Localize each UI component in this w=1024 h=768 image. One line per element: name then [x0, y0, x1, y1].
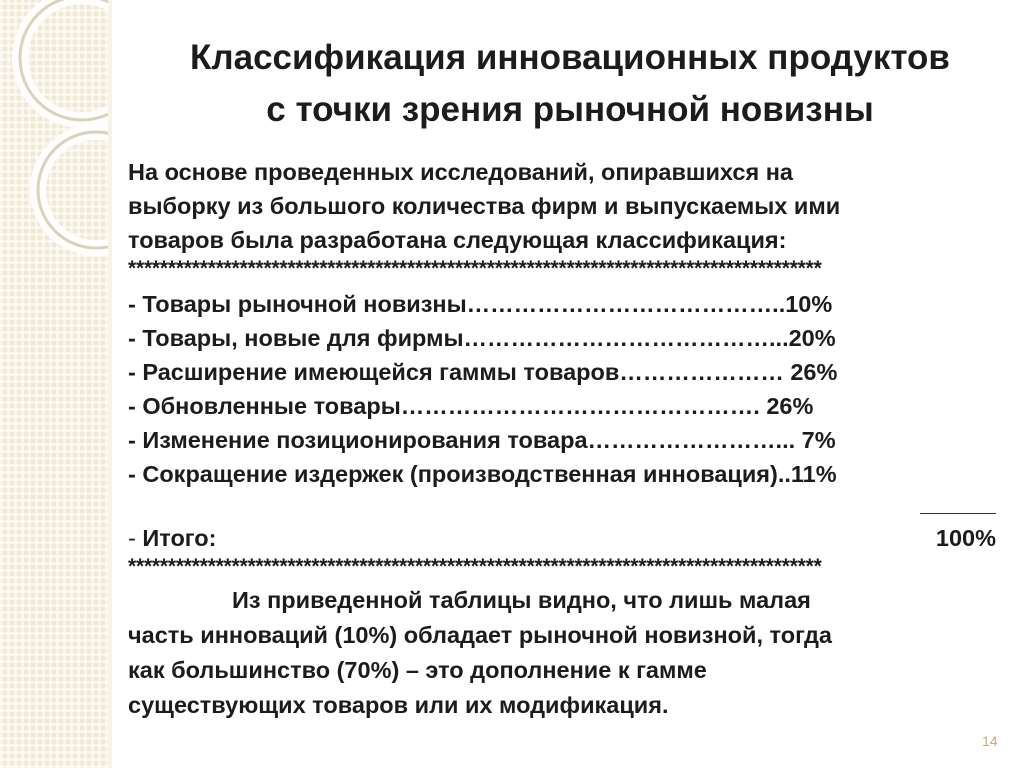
list-item: - Расширение имеющейся гаммы товаров………………… 26%	[128, 359, 838, 385]
classification-list	[128, 287, 1018, 491]
total-row	[128, 521, 1018, 555]
list-item: - Сокращение издержек (производственная инновация)..11%	[128, 461, 837, 487]
conclusion-line: существующих товаров или их модификация.	[128, 692, 669, 718]
side-panel-edge	[108, 0, 112, 768]
intro-line: На основе проведенных исследований, опиравшихся на	[128, 159, 793, 185]
list-item: - Изменение позиционирования товара……………………... 7%	[128, 427, 836, 453]
page-number: 14	[982, 733, 998, 749]
title-line-2: с точки зрения рыночной новизны	[266, 90, 874, 129]
conclusion-line: как большинство (70%) – это дополнение к гамме	[128, 657, 707, 683]
conclusion-paragraph	[128, 583, 1018, 723]
separator-top: ***************************************************************************************	[128, 257, 822, 280]
sum-underline	[920, 513, 996, 514]
decorative-side-panel	[0, 0, 112, 768]
list-item: - Обновленные товары………………………………………. 26%	[128, 393, 814, 419]
slide-title	[120, 32, 1020, 136]
title-line-1: Классификация инновационных продуктов	[190, 38, 950, 77]
decorative-rings	[0, 0, 112, 768]
list-item: - Товары рыночной новизны…………………………………..10%	[128, 291, 833, 317]
conclusion-line: Из приведенной таблицы видно, что лишь малая	[232, 587, 811, 613]
list-item: - Товары, новые для фирмы…………………………………...20%	[128, 325, 836, 351]
sum-underline-row	[128, 491, 1018, 521]
separator-bottom: ***************************************************************************************	[128, 555, 822, 578]
slide-body	[128, 155, 1018, 723]
intro-line: выборку из большого количества фирм и выпускаемых ими	[128, 193, 841, 219]
intro-paragraph	[128, 155, 1018, 257]
total-label: Итого:	[142, 525, 217, 551]
intro-line: товаров была разработана следующая классификация:	[128, 227, 787, 253]
conclusion-line: часть инноваций (10%) обладает рыночной новизной, тогда	[128, 622, 832, 648]
total-value: 100%	[935, 525, 996, 551]
total-dash: -	[128, 525, 143, 551]
